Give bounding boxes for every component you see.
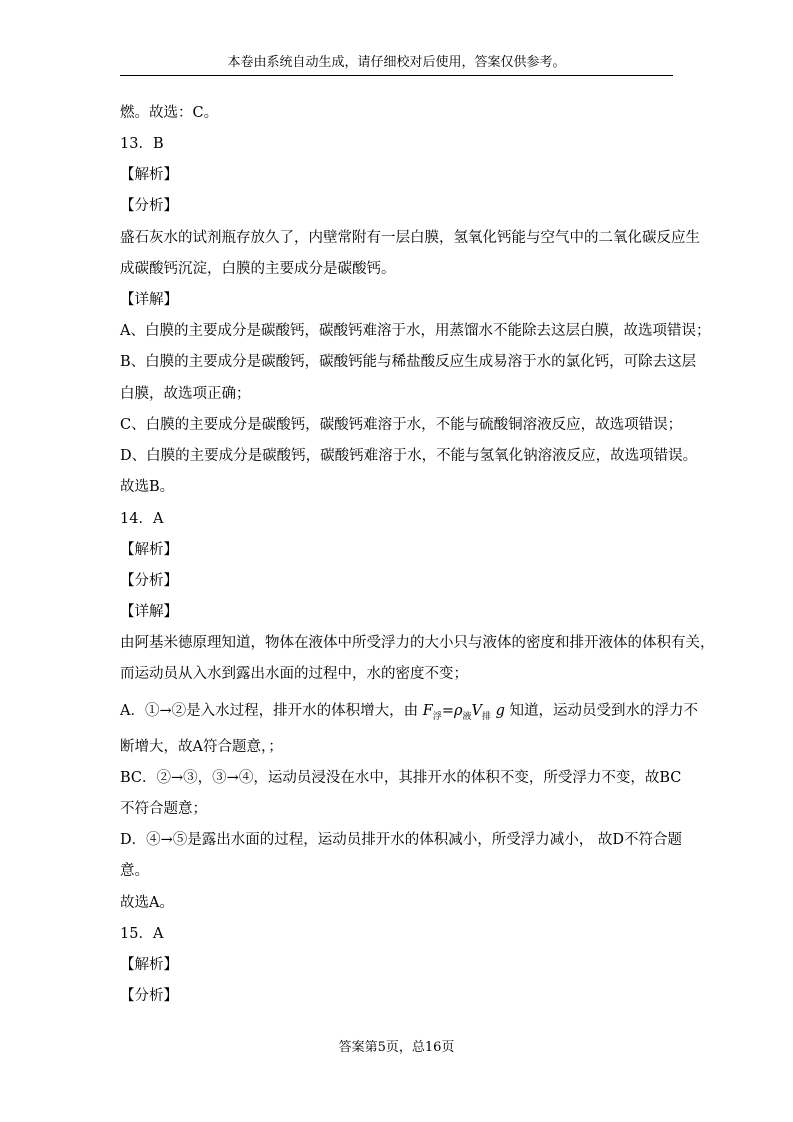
page-header: 本卷由系统自动生成，请仔细校对后使用，答案仅供参考。: [120, 55, 673, 76]
section-heading: 【分析】: [120, 198, 178, 214]
question-13-answer: 13．B: [120, 136, 164, 152]
text-line: 不符合题意；: [120, 801, 207, 817]
formula-prefix: A．①→②是入水过程，排开水的体积增大，由: [120, 703, 419, 719]
text-line: 燃。故选：C。: [120, 105, 219, 121]
text-line: 故选A。: [120, 895, 174, 911]
section-heading: 【分析】: [120, 573, 178, 589]
text-line: 故选B。: [120, 479, 175, 495]
section-heading: 【解析】: [120, 167, 178, 183]
text-line: 白膜，故选项正确；: [120, 386, 251, 402]
text-line: D．④→⑤是露出水面的过程，运动员排开水的体积减小，所受浮力减小， 故D不符合题: [120, 832, 683, 848]
text-line: B、白膜的主要成分是碳酸钙，碳酸钙能与稀盐酸反应生成易溶于水的氯化钙，可除去这层: [120, 354, 697, 370]
text-line: 成碳酸钙沉淀，白膜的主要成分是碳酸钙。: [120, 261, 396, 277]
text-line: BC．②→③，③→④，运动员浸没在水中，其排开水的体积不变，所受浮力不变，故BC: [120, 770, 682, 786]
text-line: 断增大，故A符合题意，；: [120, 739, 283, 755]
text-line: A、白膜的主要成分是碳酸钙，碳酸钙难溶于水，用蒸馏水不能除去这层白膜，故选项错误；: [120, 323, 711, 339]
buoyancy-formula: $F_浮=\rho_液V_排$ g: [422, 703, 505, 722]
question-15-answer: 15．A: [120, 926, 164, 942]
text-line: 盛石灰水的试剂瓶存放久了，内壁常附有一层白膜，氢氧化钙能与空气中的二氧化碳反应生: [120, 230, 700, 246]
text-line: 由阿基米德原理知道，物体在液体中所受浮力的大小只与液体的密度和排开液体的体积有关，: [120, 635, 715, 651]
section-heading: 【详解】: [120, 292, 178, 308]
section-heading: 【解析】: [120, 542, 178, 558]
text-line: C、白膜的主要成分是碳酸钙，碳酸钙难溶于水，不能与硫酸铜溶液反应，故选项错误；: [120, 417, 683, 433]
formula-suffix: 知道，运动员受到水的浮力不: [509, 703, 699, 719]
section-heading: 【分析】: [120, 988, 178, 1004]
section-heading: 【解析】: [120, 957, 178, 973]
question-14-answer: 14．A: [120, 511, 164, 527]
formula-line: [120, 702, 698, 726]
text-line: D、白膜的主要成分是碳酸钙，碳酸钙难溶于水，不能与氢氧化钠溶液反应，故选项错误。: [120, 448, 698, 464]
text-line: 而运动员从入水到露出水面的过程中，水的密度不变；: [120, 666, 468, 682]
page-footer: 答案第5页，总16页: [338, 1040, 455, 1055]
section-heading: 【详解】: [120, 604, 178, 620]
text-line: 意。: [120, 863, 149, 879]
